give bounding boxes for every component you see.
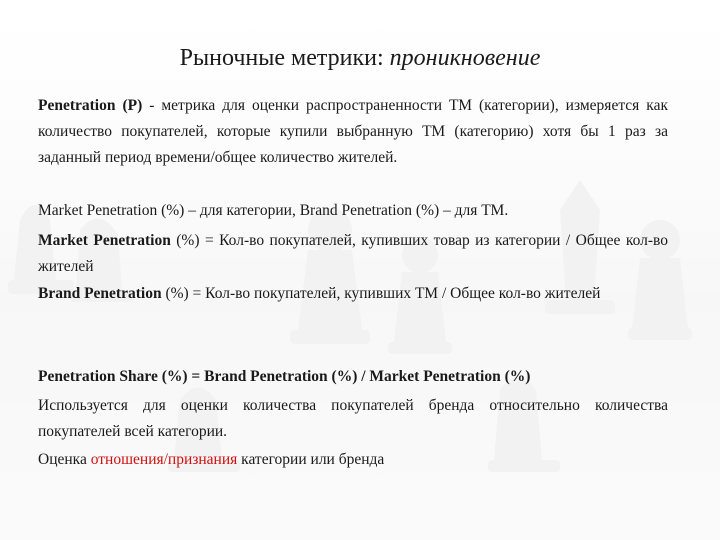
market-penetration-formula-text: (%) = Кол-во покупателей, купивших товар из категории / Общее кол-во жителей <box>38 232 668 275</box>
brand-penetration-formula <box>38 281 668 307</box>
slide-title <box>0 42 720 74</box>
assessment-highlight: отношения/признания <box>90 451 238 468</box>
title-italic: проникновение <box>389 45 541 71</box>
assessment-prefix: Оценка <box>38 451 91 468</box>
brand-penetration-formula-text: (%) = Кол-во покупателей, купивших ТМ / Общее кол-во жителей <box>161 285 601 302</box>
brand-penetration-term: Brand Penetration <box>38 285 162 302</box>
penetration-share-formula: Penetration Share (%) = Brand Penetration (%) / Market Penetration (%) <box>38 368 531 385</box>
market-brand-penetration-note: Market Penetration (%) – для категории, Brand Penetration (%) – для ТМ. <box>38 202 509 219</box>
assessment-suffix: категории или бренда <box>237 451 385 468</box>
usage-description: Используется для оценки количества покупателей бренда относительно количества покупателей всей категории. <box>38 397 668 440</box>
penetration-term: Penetration (P) <box>38 97 143 114</box>
assessment-note <box>38 447 668 473</box>
market-penetration-term: Market Penetration <box>38 232 171 249</box>
penetration-definition-text: - метрика для оценки распространенности ТМ (категории), измеряется как количество покупателей, которые купили выбранную ТМ (категорию) хотя бы 1 раз за заданный период времени/общее количество жителей. <box>38 97 668 166</box>
title-regular: Рыночные метрики: <box>179 45 390 71</box>
penetration-definition-paragraph <box>38 93 668 171</box>
market-penetration-formula <box>38 228 668 280</box>
